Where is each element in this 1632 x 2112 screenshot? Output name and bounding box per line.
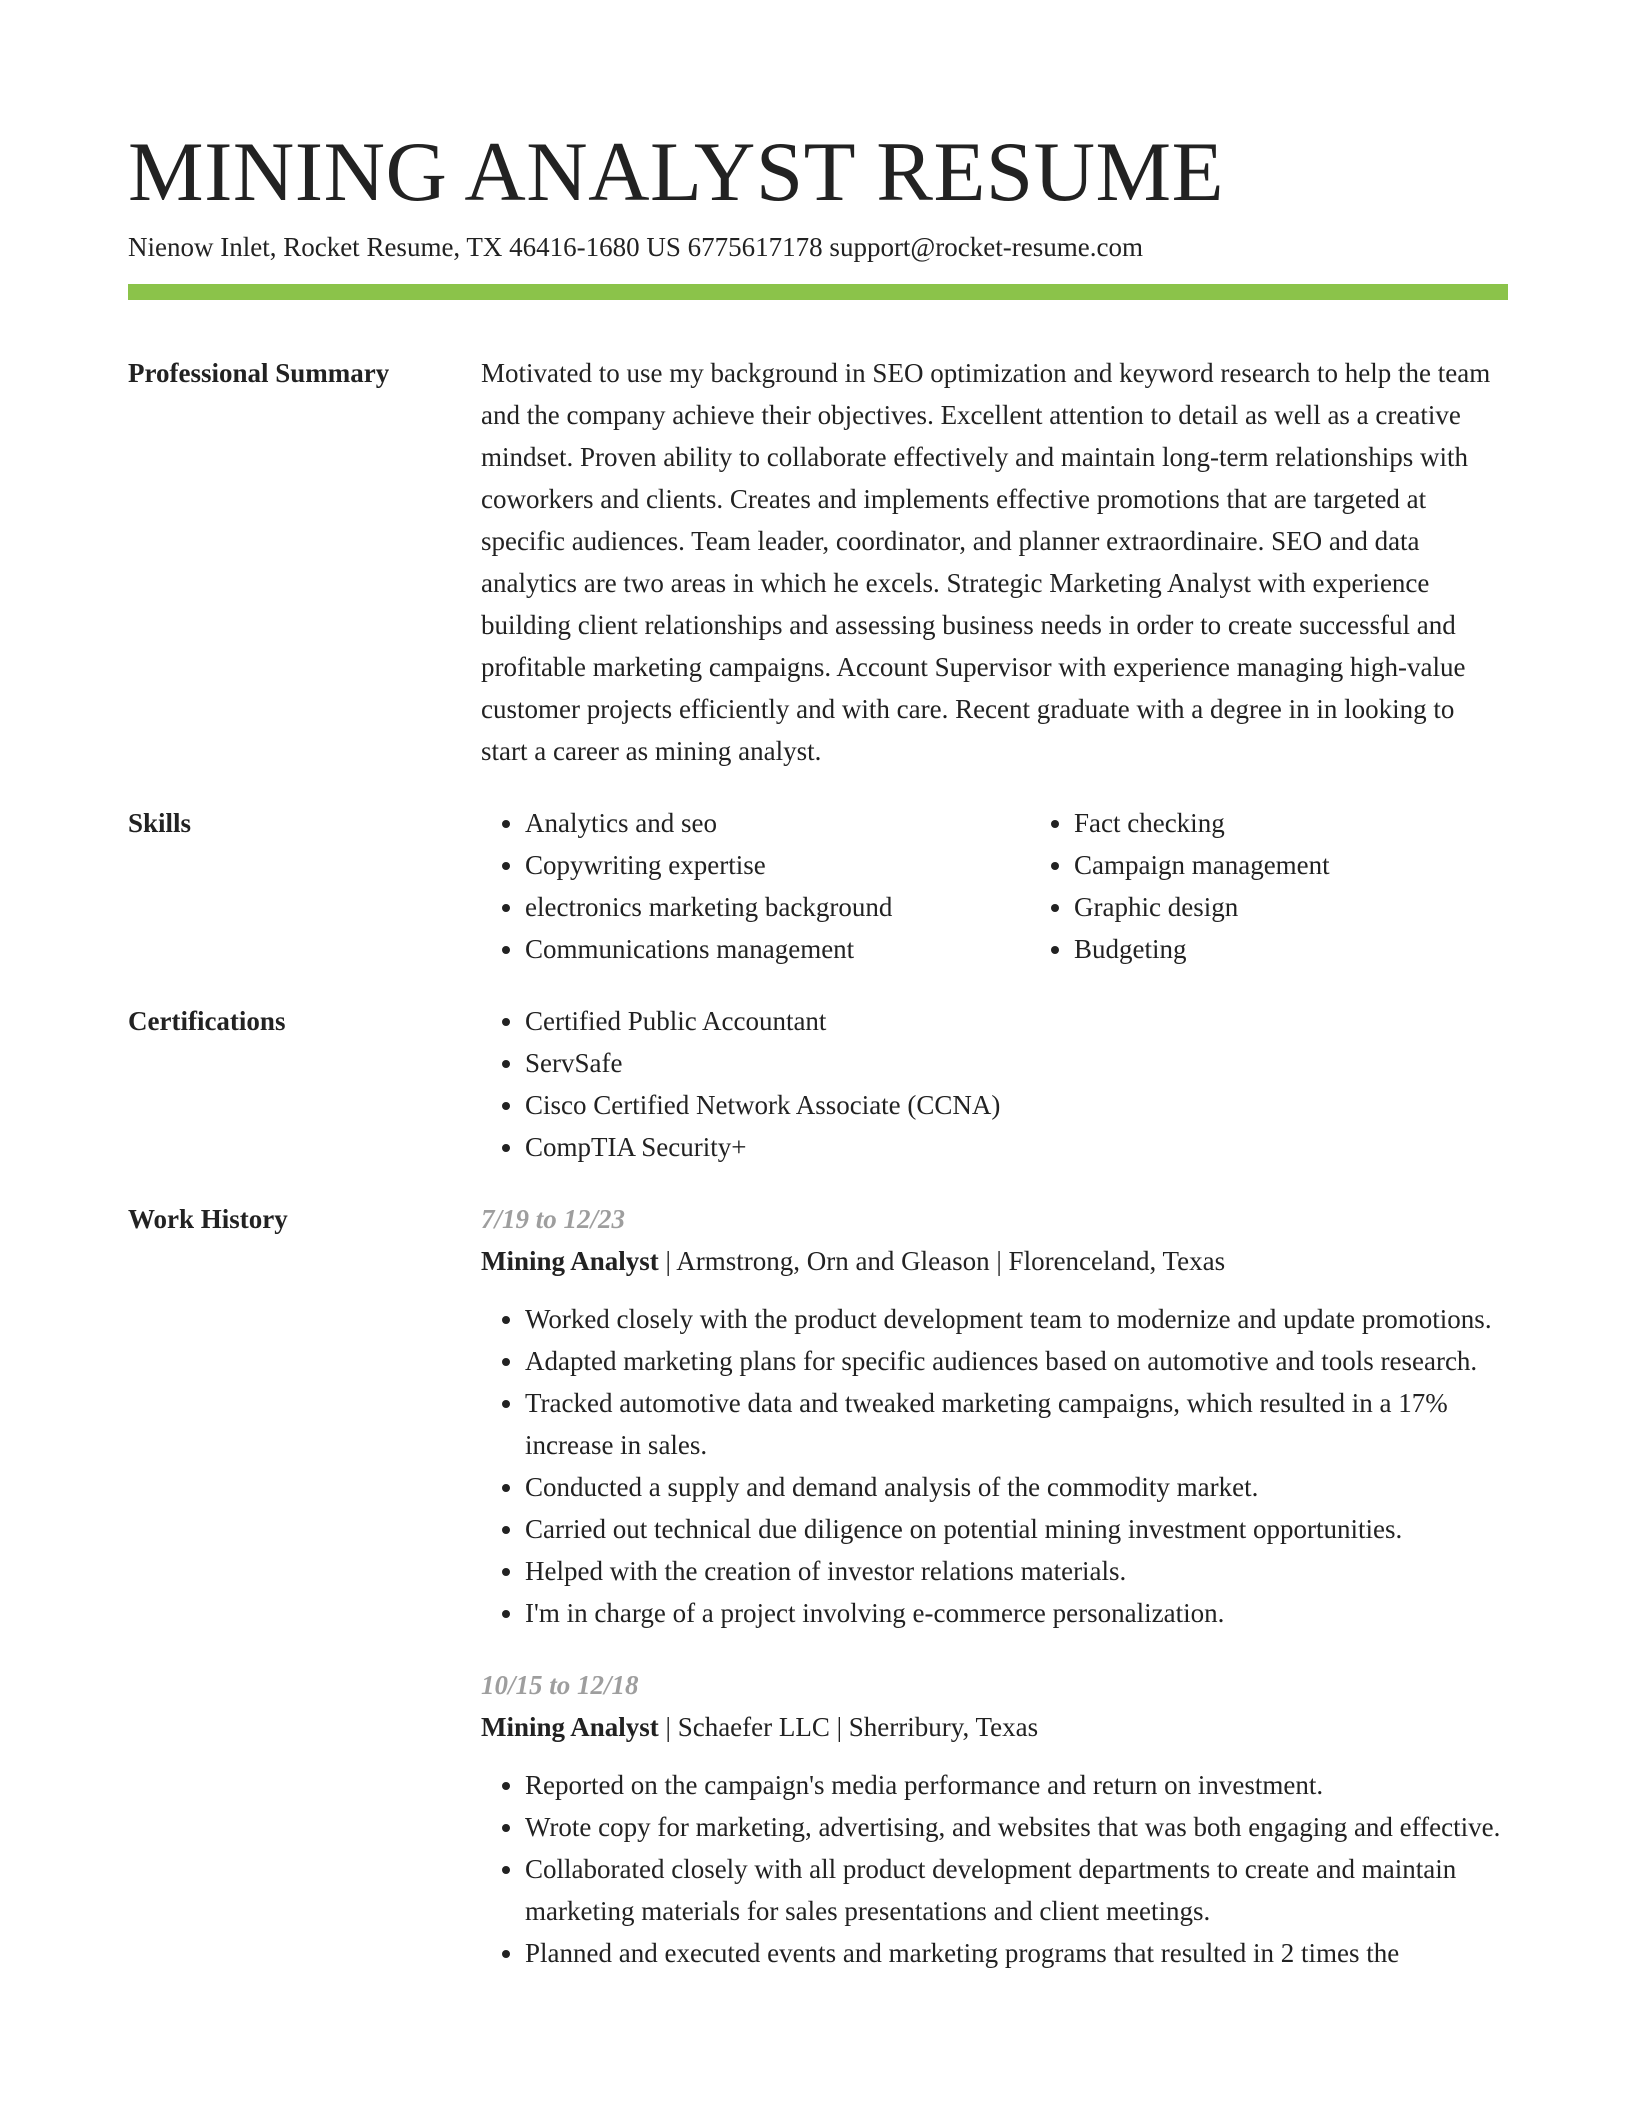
summary-text: Motivated to use my background in SEO optimization and keyword research to help the team and the company achieve their objectives. Excellent attention to detail as well as a creative mindset. Proven ability to collaborate effectively and maintain long-term relationships with coworkers and clients. Creates and implements effective promotions that are targeted at specific audiences. Team leader, coordinator, and planner extraordinaire. SEO and data analytics are two areas in which he excels. Strategic Marketing Analyst with experience building client relationships and assessing business needs in order to create successful and profitable marketing campaigns. Account Supervisor with experience managing high-value customer projects efficiently and with care. Recent graduate with a degree in in looking to start a career as mining analyst. (481, 358, 1491, 766)
skill-item: • Budgeting (1074, 928, 1579, 970)
job-dates: 7/19 to 12/23 (481, 1204, 626, 1234)
job-dates: 10/15 to 12/18 (481, 1670, 639, 1700)
job-bullet-list (481, 1764, 1508, 1974)
work-history-section (128, 1168, 1508, 1974)
job-details: | Schaefer LLC | Sherribury, Texas (658, 1712, 1039, 1742)
section-label-skills: Skills (128, 808, 192, 838)
skill-item: • electronics marketing background (525, 886, 1030, 928)
job-bullet: • Collaborated closely with all product development departments to create and maintain marketing materials for sales presentations and client meetings. (525, 1848, 1508, 1932)
job-title: Mining Analyst (481, 1246, 659, 1276)
certifications-section (128, 970, 1508, 1168)
job-bullet: • Planned and executed events and marketing programs that resulted in 2 times the (525, 1932, 1508, 1974)
section-label-summary: Professional Summary (128, 358, 390, 388)
certifications-list (481, 1000, 1508, 1168)
contact-line: Nienow Inlet, Rocket Resume, TX 46416-1680 US 6775617178 support@rocket-resume.com (128, 232, 1143, 262)
summary-section (128, 300, 1508, 772)
job-bullet: • Carried out technical due diligence on potential mining investment opportunities. (525, 1508, 1508, 1550)
header-divider (128, 284, 1508, 300)
certification-item: • ServSafe (525, 1042, 1508, 1084)
skills-list-left (481, 802, 1030, 970)
job-heading (481, 1240, 1508, 1282)
skill-item: • Copywriting expertise (525, 844, 1030, 886)
job-bullet: • Reported on the campaign's media performance and return on investment. (525, 1764, 1508, 1806)
skill-item: • Fact checking (1074, 802, 1579, 844)
section-label-certifications: Certifications (128, 1006, 286, 1036)
certification-item: • Certified Public Accountant (525, 1000, 1508, 1042)
job-heading (481, 1706, 1508, 1748)
job-bullet: • Wrote copy for marketing, advertising, and websites that was both engaging and effective. (525, 1806, 1508, 1848)
section-label-work-history: Work History (128, 1204, 288, 1234)
job-bullet: • Helped with the creation of investor relations materials. (525, 1550, 1508, 1592)
skill-item: • Analytics and seo (525, 802, 1030, 844)
skill-item: • Campaign management (1074, 844, 1579, 886)
skill-item: • Communications management (525, 928, 1030, 970)
job-bullet: • Adapted marketing plans for specific audiences based on automotive and tools research. (525, 1340, 1508, 1382)
skill-item: • Graphic design (1074, 886, 1579, 928)
skills-section (128, 772, 1508, 970)
certification-item: • CompTIA Security+ (525, 1126, 1508, 1168)
job-title: Mining Analyst (481, 1712, 659, 1742)
job-bullet: • Worked closely with the product development team to modernize and update promotions. (525, 1298, 1508, 1340)
job-bullet-list (481, 1298, 1508, 1634)
job-entry (481, 1664, 1508, 1974)
job-entry (481, 1198, 1508, 1634)
resume-title: MINING ANALYST RESUME (128, 125, 1225, 219)
resume-page (128, 0, 1508, 1974)
job-bullet: • Tracked automotive data and tweaked marketing campaigns, which resulted in a 17% increase in sales. (525, 1382, 1508, 1466)
certification-item: • Cisco Certified Network Associate (CCNA) (525, 1084, 1508, 1126)
skills-list-right (1030, 802, 1579, 970)
job-details: | Armstrong, Orn and Gleason | Florenceland, Texas (658, 1246, 1226, 1276)
job-bullet: • I'm in charge of a project involving e-commerce personalization. (525, 1592, 1508, 1634)
job-bullet: • Conducted a supply and demand analysis of the commodity market. (525, 1466, 1508, 1508)
